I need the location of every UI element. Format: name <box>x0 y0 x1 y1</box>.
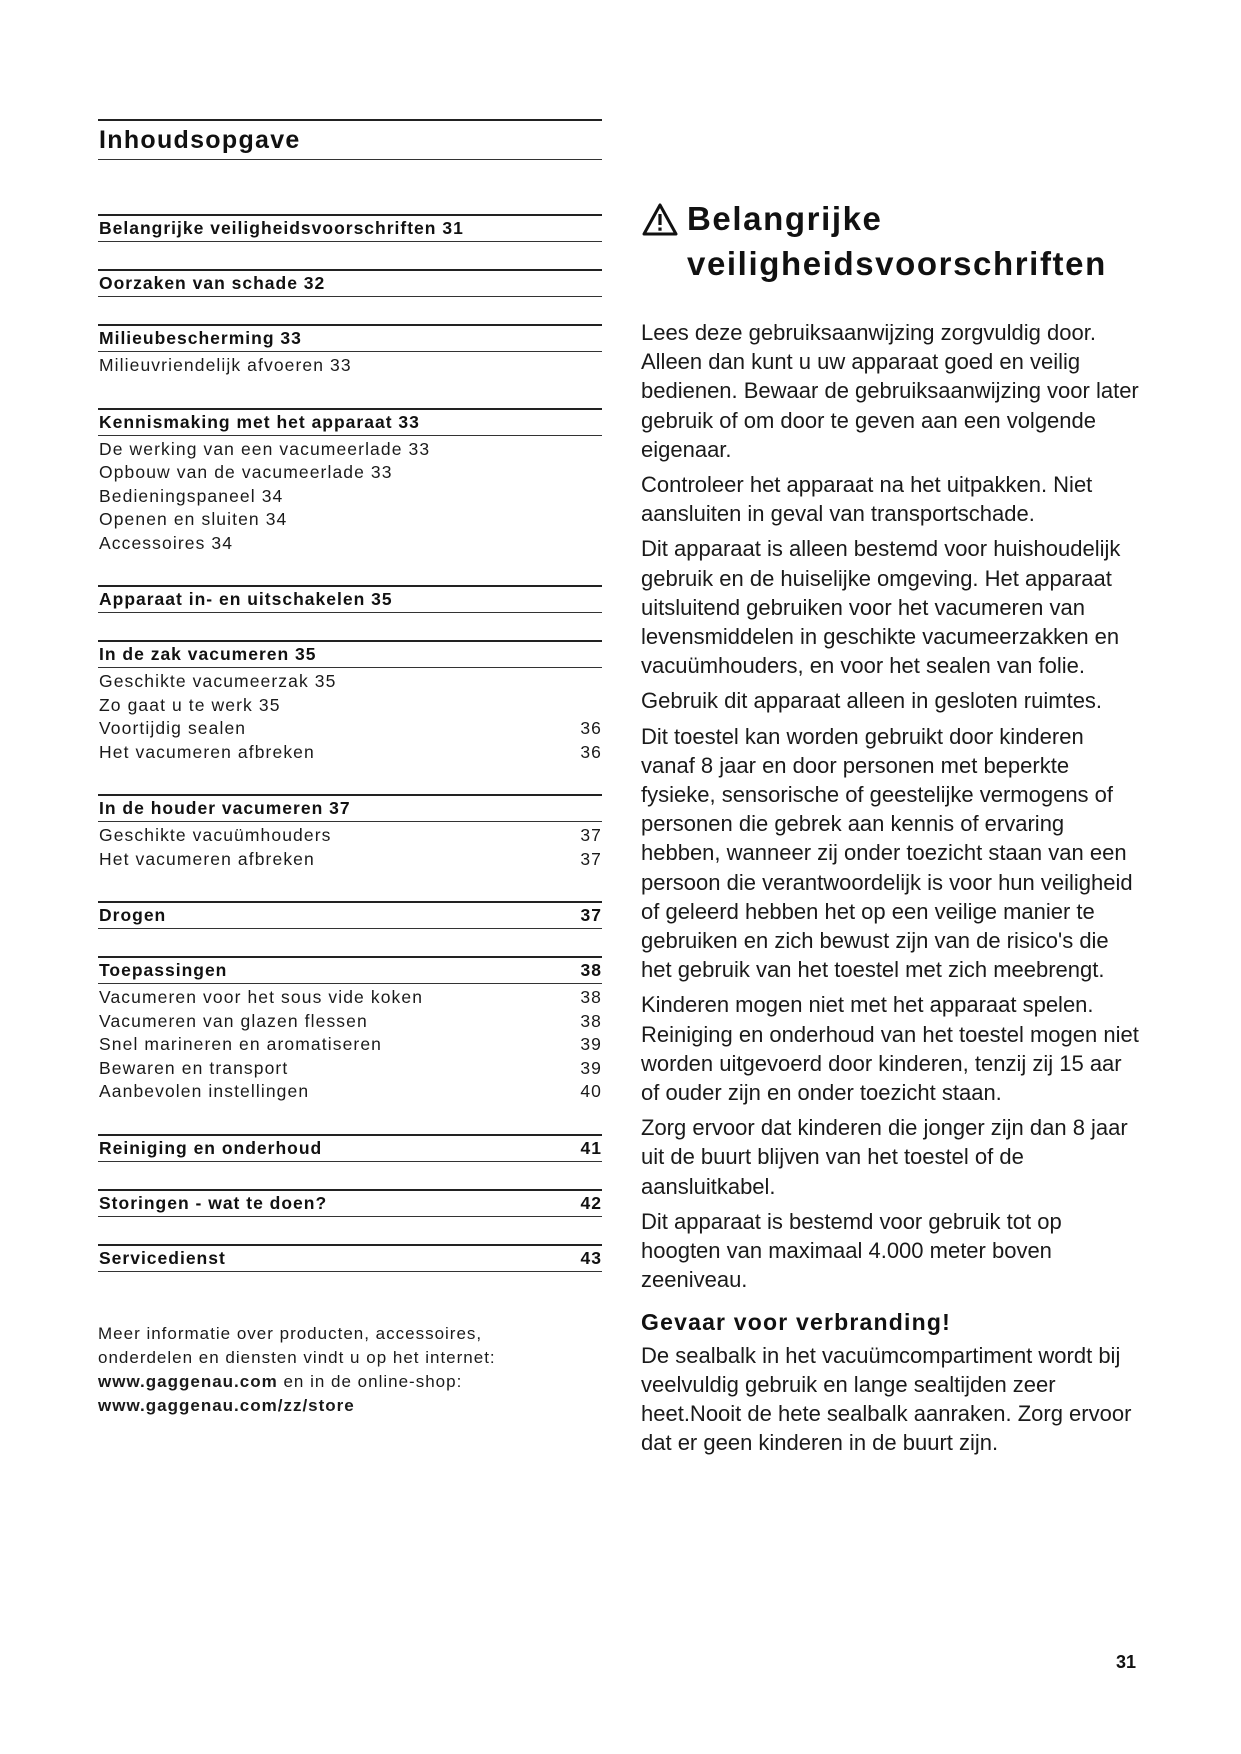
toc-section-heading[interactable] <box>98 794 602 822</box>
toc-section-heading[interactable] <box>98 901 602 929</box>
toc-item-page: 39 <box>580 1034 602 1054</box>
safety-paragraph: Gebruik dit apparaat alleen in gesloten ruimtes. <box>641 688 1103 714</box>
toc-section <box>98 585 602 613</box>
toc-item-label: Opbouw van de vacumeerlade 33 <box>99 462 393 482</box>
table-of-contents <box>98 119 602 1299</box>
toc-section-title: Toepassingen <box>99 960 228 980</box>
toc-section-heading[interactable] <box>98 1189 602 1217</box>
info-line-2: onderdelen en diensten vindt u op het internet: <box>98 1348 496 1367</box>
toc-item-page <box>572 694 602 718</box>
toc-section-title: Kennismaking met het apparaat 33 <box>99 411 420 432</box>
toc-item[interactable] <box>98 1010 602 1034</box>
toc-section-heading[interactable] <box>98 956 602 984</box>
toc-item-label: De werking van een vacumeerlade 33 <box>99 438 431 459</box>
page-number: 31 <box>1116 1652 1137 1672</box>
toc-section-title: Drogen <box>99 905 167 925</box>
toc-item-page <box>572 532 602 556</box>
toc-item[interactable] <box>98 354 602 378</box>
toc-item-page: 36 <box>580 718 602 738</box>
info-line-1: Meer informatie over producten, accessoires, <box>98 1324 483 1343</box>
toc-section <box>98 901 602 929</box>
toc-item[interactable] <box>98 824 602 848</box>
toc-section-page: 38 <box>580 960 602 980</box>
toc-section-title: In de houder vacumeren 37 <box>99 798 351 818</box>
toc-section-heading[interactable] <box>98 324 602 352</box>
toc-item-page: 36 <box>580 741 602 762</box>
toc-item[interactable] <box>98 461 602 485</box>
toc-item-label: Geschikte vacumeerzak 35 <box>99 671 337 691</box>
toc-item[interactable] <box>98 848 602 872</box>
toc-item-page: 37 <box>580 848 602 869</box>
toc-section <box>98 1189 602 1217</box>
safety-section <box>641 196 1141 1463</box>
safety-paragraphs <box>641 318 1141 1295</box>
toc-item-label: Aanbevolen instellingen <box>99 1081 310 1101</box>
toc-section-heading[interactable] <box>98 269 602 297</box>
info-line-3-rest: en in de online-shop: <box>277 1372 463 1391</box>
toc-section-title: Servicedienst <box>99 1247 226 1268</box>
toc-item-page <box>572 485 602 509</box>
burn-warning-text: De sealbalk in het vacuümcompartiment wordt bij veelvuldig gebruik en lange sealtijden zeer heet.Nooit de hete sealbalk aanraken. Zorg ervoor dat er geen kinderen in de buurt zijn. <box>641 1342 1132 1456</box>
toc-section-page: 43 <box>580 1247 602 1268</box>
toc-section <box>98 1244 602 1272</box>
toc-section <box>98 214 602 242</box>
toc-subitems <box>98 352 602 381</box>
toc-section <box>98 269 602 297</box>
toc-section-page: 42 <box>580 1192 602 1213</box>
toc-section <box>98 640 602 767</box>
safety-title-line-2: veiligheidsvoorschriften <box>687 245 1107 282</box>
toc-item[interactable] <box>98 717 602 741</box>
toc-item[interactable] <box>98 438 602 462</box>
toc-section-heading[interactable] <box>98 214 602 242</box>
toc-section <box>98 408 602 559</box>
info-line-4 <box>98 1394 568 1418</box>
burn-warning-heading: Gevaar voor verbranding! <box>641 1308 951 1335</box>
toc-item[interactable] <box>98 485 602 509</box>
toc-item-label: Milieuvriendelijk afvoeren 33 <box>99 355 352 375</box>
toc-section-title: Milieubescherming 33 <box>99 328 302 348</box>
safety-title-text <box>687 196 1107 286</box>
toc-subitems <box>98 668 602 767</box>
safety-paragraph: Dit apparaat is alleen bestemd voor huishoudelijk gebruik en de huiselijke omgeving. Het apparaat uitsluitend gebruiken voor het vacumeren van levensmiddelen in geschikte vacumeerzakken en vacuümhouders, en voor het sealen van folie. <box>641 536 1121 679</box>
toc-item-page <box>572 508 602 532</box>
toc-item[interactable] <box>98 986 602 1010</box>
toc-item-label: Bewaren en transport <box>99 1057 289 1078</box>
toc-item[interactable] <box>98 508 602 532</box>
toc-sections <box>98 214 602 1272</box>
toc-item-label: Vacumeren voor het sous vide koken <box>99 987 424 1007</box>
toc-item-label: Het vacumeren afbreken <box>99 741 315 762</box>
toc-section <box>98 956 602 1107</box>
toc-item-label: Bedieningspaneel 34 <box>99 485 284 506</box>
toc-item-label: Accessoires 34 <box>99 532 234 553</box>
toc-section <box>98 794 602 874</box>
safety-title <box>641 196 1141 286</box>
store-link[interactable]: www.gaggenau.com/zz/store <box>98 1396 355 1415</box>
toc-item-page: 39 <box>580 1057 602 1078</box>
safety-paragraph: Dit toestel kan worden gebruikt door kinderen vanaf 8 jaar en door personen met beperkte fysieke, sensorische of geestelijke vermogens of personen die gebrek aan kennis of ervaring hebben, wanneer zij onder toezicht staan van een persoon die verantwoordelijk is voor hun veiligheid of geleerd hebben het op een veilige manier te gebruiken en zich bewust zijn van de risico's die het gebruik van het toestel met zich meebrengt. <box>641 723 1133 983</box>
toc-item-label: Geschikte vacuümhouders <box>99 825 332 845</box>
toc-item-page <box>572 438 602 462</box>
toc-subitems <box>98 984 602 1107</box>
safety-paragraph: Dit apparaat is bestemd voor gebruik tot op hoogten van maximaal 4.000 meter boven zeeniveau. <box>641 1208 1062 1293</box>
toc-item-page: 40 <box>580 1081 602 1101</box>
safety-paragraph: Zorg ervoor dat kinderen die jonger zijn dan 8 jaar uit de buurt blijven van het toestel of de aansluitkabel. <box>641 1115 1128 1199</box>
website-link[interactable]: www.gaggenau.com <box>98 1372 278 1391</box>
toc-section <box>98 324 602 381</box>
toc-section-heading[interactable] <box>98 1244 602 1272</box>
toc-item-page: 37 <box>580 825 602 845</box>
info-line-3 <box>98 1370 568 1394</box>
toc-item[interactable] <box>98 694 602 718</box>
safety-paragraph: Controleer het apparaat na het uitpakken. Niet aansluiten in geval van transportschade. <box>641 472 1093 527</box>
toc-subitems <box>98 436 602 559</box>
toc-item[interactable] <box>98 741 602 765</box>
toc-item-page <box>572 461 602 485</box>
toc-section-title: Reiniging en onderhoud <box>99 1137 323 1158</box>
toc-item[interactable] <box>98 1033 602 1057</box>
toc-item-label: Voortijdig sealen <box>99 718 247 738</box>
toc-item[interactable] <box>98 532 602 556</box>
toc-item[interactable] <box>98 670 602 694</box>
toc-subitems <box>98 822 602 874</box>
toc-section <box>98 1134 602 1162</box>
toc-section-title: Belangrijke veiligheidsvoorschriften 31 <box>99 218 464 238</box>
toc-title: Inhoudsopgave <box>98 119 602 160</box>
toc-item-page: 38 <box>580 1010 602 1031</box>
toc-item-label: Openen en sluiten 34 <box>99 509 288 529</box>
toc-section-heading[interactable] <box>98 585 602 613</box>
toc-section-title: Oorzaken van schade 32 <box>99 273 326 293</box>
toc-section-page: 37 <box>580 905 602 925</box>
toc-item-label: Zo gaat u te werk 35 <box>99 694 281 715</box>
toc-section-title: In de zak vacumeren 35 <box>99 644 317 664</box>
safety-paragraph: Kinderen mogen niet met het apparaat spelen. Reiniging en onderhoud van het toestel mogen niet worden uitgevoerd door kinderen, tenzij zij 15 aar of ouder zijn en onder toezicht staan. <box>641 992 1139 1106</box>
toc-item-label: Het vacumeren afbreken <box>99 848 315 869</box>
toc-item-label: Vacumeren van glazen flessen <box>99 1010 368 1031</box>
toc-section-title: Apparaat in- en uitschakelen 35 <box>99 589 393 609</box>
safety-paragraph: Lees deze gebruiksaanwijzing zorgvuldig door. Alleen dan kunt u uw apparaat goed en veilig bedienen. Bewaar de gebruiksaanwijzing voor later gebruik of om door te geven aan een volgende eigenaar. <box>641 320 1139 462</box>
toc-section-heading[interactable] <box>98 1134 602 1162</box>
safety-title-line-1: Belangrijke <box>687 200 883 237</box>
toc-item[interactable] <box>98 1057 602 1081</box>
toc-item-label: Snel marineren en aromatiseren <box>99 1034 382 1054</box>
toc-section-title: Storingen - wat te doen? <box>99 1192 328 1213</box>
toc-item-page <box>572 354 602 378</box>
toc-section-page: 41 <box>580 1137 602 1158</box>
more-info-text <box>98 1322 568 1418</box>
toc-item[interactable] <box>98 1080 602 1104</box>
toc-section-heading[interactable] <box>98 640 602 668</box>
toc-item-page: 38 <box>580 987 602 1007</box>
toc-section-heading[interactable] <box>98 408 602 436</box>
toc-item-page <box>572 670 602 694</box>
warning-triangle-icon <box>641 202 679 238</box>
